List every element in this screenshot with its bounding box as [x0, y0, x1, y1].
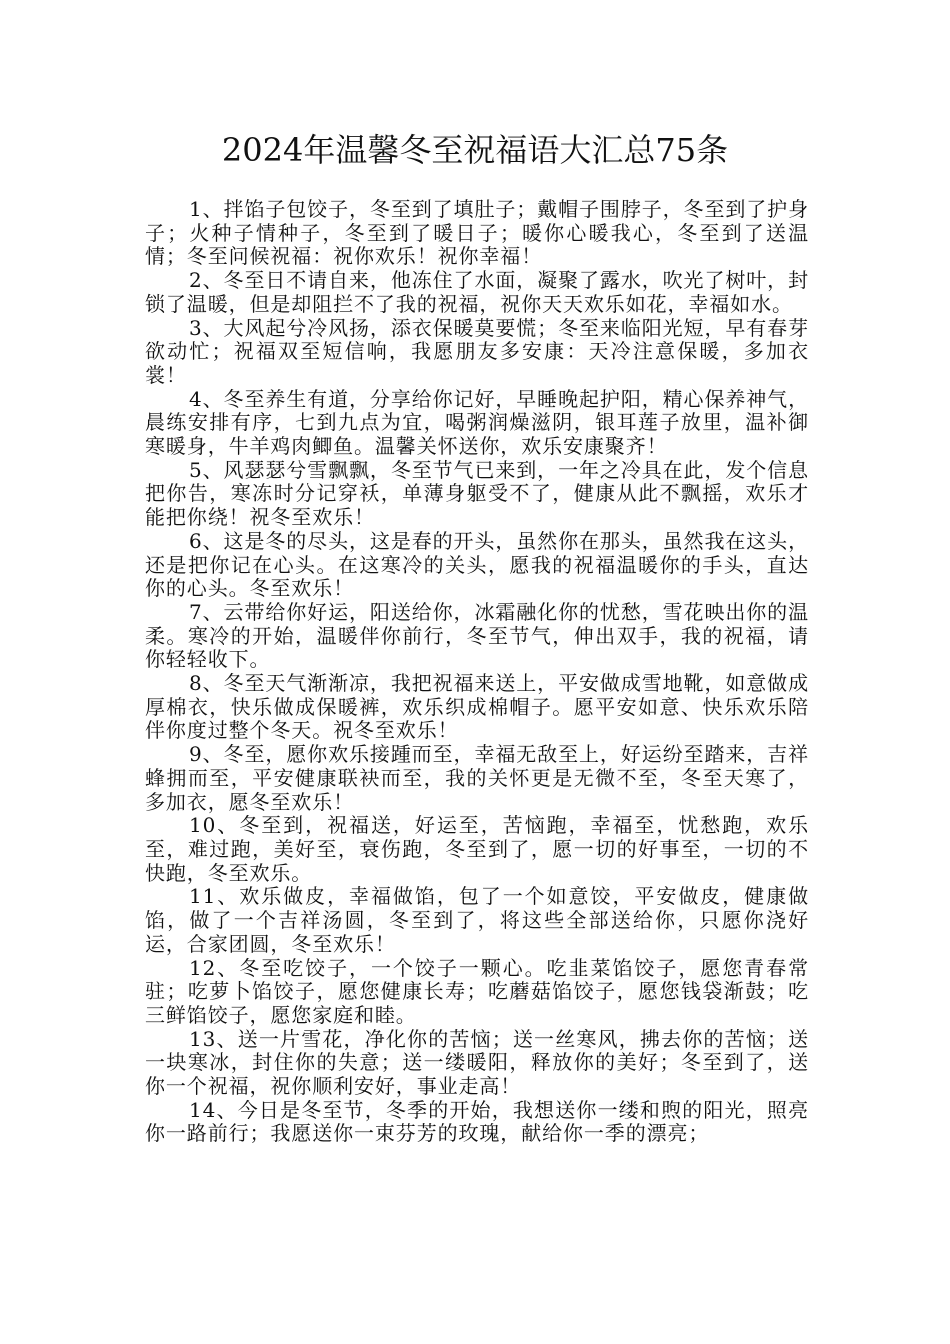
paragraph: 9、冬至，愿你欢乐接踵而至，幸福无敌至上，好运纷至踏来，吉祥蜂拥而至，平安健康联袂而至，我的关怀更是无微不至，冬至天寒了，多加衣，愿冬至欢乐！: [145, 742, 809, 814]
paragraph: 2、冬至日不请自来，他冻住了水面，凝聚了露水，吹光了树叶，封锁了温暖，但是却阻拦不了我的祝福，祝你天天欢乐如花，幸福如水。: [145, 268, 809, 316]
paragraph: 8、冬至天气渐渐凉，我把祝福来送上，平安做成雪地靴，如意做成厚棉衣，快乐做成保暖裤，欢乐织成棉帽子。愿平安如意、快乐欢乐陪伴你度过整个冬天。祝冬至欢乐！: [145, 671, 809, 743]
paragraph: 10、冬至到，祝福送，好运至，苦恼跑，幸福至，忧愁跑，欢乐至，难过跑，美好至，衰伤跑，冬至到了，愿一切的好事至，一切的不快跑，冬至欢乐。: [145, 813, 809, 885]
paragraph: 6、这是冬的尽头，这是春的开头，虽然你在那头，虽然我在这头，还是把你记在心头。在这寒冷的关头，愿我的祝福温暖你的手头，直达你的心头。冬至欢乐！: [145, 528, 809, 601]
paragraph: 4、冬至养生有道，分享给你记好，早睡晚起护阳，精心保养神气，晨练安排有序，七到九点为宜，喝粥润燥滋阴，银耳莲子放里，温补御寒暖身，牛羊鸡肉鲫鱼。温馨关怀送你，欢乐安康聚齐！: [145, 386, 809, 459]
paragraph: 5、风瑟瑟兮雪飘飘，冬至节气已来到，一年之冷具在此，发个信息把你告，寒冻时分记穿袄，单薄身躯受不了，健康从此不飘摇，欢乐才能把你绕！祝冬至欢乐！: [145, 457, 809, 530]
paragraph: 3、大风起兮冷风扬，添衣保暖莫要慌；冬至来临阳光短，早有春芽欲动忙；祝福双至短信响，我愿朋友多安康：天冷注意保暖，多加衣裳！: [145, 315, 809, 387]
paragraph: 7、云带给你好运，阳送给你，冰霜融化你的忧愁，雪花映出你的温柔。寒冷的开始，温暖伴你前行，冬至节气，伸出双手，我的祝福，请你轻轻收下。: [145, 599, 809, 672]
document-title: 2024年温馨冬至祝福语大汇总75条: [221, 131, 729, 169]
paragraph: 1、拌馅子包饺子，冬至到了填肚子；戴帽子围脖子，冬至到了护身子；火种子情种子，冬至到了暖日子；暖你心暖我心，冬至到了送温情；冬至问候祝福：祝你欢乐！祝你幸福！: [145, 197, 809, 269]
paragraph: 12、冬至吃饺子，一个饺子一颗心。吃韭菜馅饺子，愿您青春常驻；吃萝卜馅饺子，愿您健康长寿；吃蘑菇馅饺子，愿您钱袋渐鼓；吃三鲜馅饺子，愿您家庭和睦。: [145, 955, 809, 1027]
paragraph: 11、欢乐做皮，幸福做馅，包了一个如意饺，平安做皮，健康做馅，做了一个吉祥汤圆，冬至到了，将这些全部送给你，只愿你浇好运，合家团圆，冬至欢乐！: [145, 884, 809, 956]
paragraph: 14、今日是冬至节，冬季的开始，我想送你一缕和煦的阳光，照亮你一路前行；我愿送你一束芬芳的玫瑰，献给你一季的漂亮；: [145, 1097, 809, 1146]
paragraph: 13、送一片雪花，净化你的苦恼；送一丝寒风，拂去你的苦恼；送一块寒冰，封住你的失意；送一缕暖阳，释放你的美好；冬至到了，送你一个祝福，祝你顺利安好，事业走高！: [145, 1026, 809, 1099]
document-body: [145, 198, 809, 1146]
